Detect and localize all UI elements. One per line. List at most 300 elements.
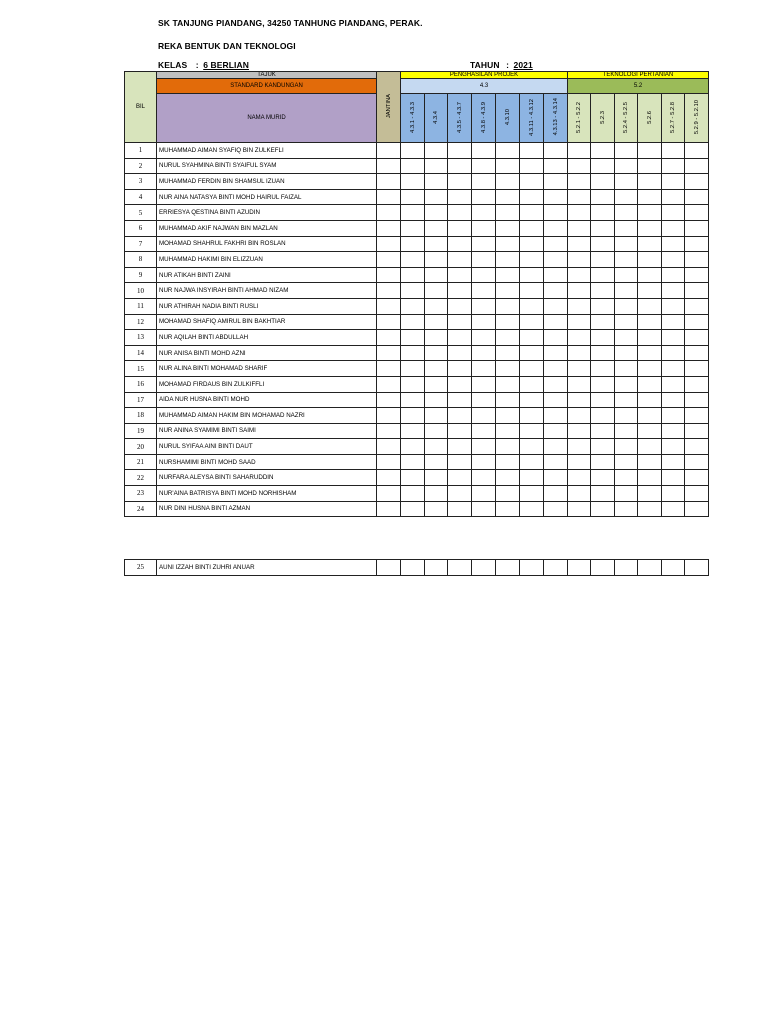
- score-cell[interactable]: [401, 439, 425, 455]
- score-cell[interactable]: [401, 470, 425, 486]
- score-cell[interactable]: [544, 330, 568, 346]
- score-cell[interactable]: [377, 376, 401, 392]
- score-cell[interactable]: [448, 205, 472, 221]
- score-cell[interactable]: [472, 560, 496, 576]
- score-cell[interactable]: [425, 376, 448, 392]
- score-cell[interactable]: [520, 361, 544, 377]
- score-cell[interactable]: [448, 314, 472, 330]
- score-cell[interactable]: [662, 267, 685, 283]
- score-cell[interactable]: [496, 174, 520, 190]
- score-cell[interactable]: [520, 486, 544, 502]
- score-cell[interactable]: [638, 283, 662, 299]
- score-cell[interactable]: [401, 236, 425, 252]
- score-cell[interactable]: [472, 267, 496, 283]
- score-cell[interactable]: [544, 470, 568, 486]
- score-cell[interactable]: [425, 189, 448, 205]
- score-cell[interactable]: [377, 143, 401, 159]
- score-cell[interactable]: [496, 252, 520, 268]
- score-cell[interactable]: [638, 267, 662, 283]
- score-cell[interactable]: [685, 205, 709, 221]
- score-cell[interactable]: [685, 158, 709, 174]
- score-cell[interactable]: [591, 439, 615, 455]
- score-cell[interactable]: [496, 560, 520, 576]
- score-cell[interactable]: [685, 189, 709, 205]
- score-cell[interactable]: [615, 439, 638, 455]
- score-cell[interactable]: [662, 298, 685, 314]
- score-cell[interactable]: [685, 252, 709, 268]
- score-cell[interactable]: [544, 189, 568, 205]
- score-cell[interactable]: [662, 283, 685, 299]
- score-cell[interactable]: [520, 392, 544, 408]
- score-cell[interactable]: [425, 345, 448, 361]
- score-cell[interactable]: [401, 252, 425, 268]
- score-cell[interactable]: [685, 220, 709, 236]
- score-cell[interactable]: [520, 267, 544, 283]
- score-cell[interactable]: [568, 143, 591, 159]
- score-cell[interactable]: [638, 560, 662, 576]
- score-cell[interactable]: [685, 314, 709, 330]
- score-cell[interactable]: [615, 501, 638, 517]
- score-cell[interactable]: [401, 408, 425, 424]
- score-cell[interactable]: [401, 392, 425, 408]
- score-cell[interactable]: [591, 189, 615, 205]
- score-cell[interactable]: [662, 501, 685, 517]
- score-cell[interactable]: [685, 392, 709, 408]
- score-cell[interactable]: [520, 501, 544, 517]
- score-cell[interactable]: [448, 486, 472, 502]
- score-cell[interactable]: [496, 470, 520, 486]
- score-cell[interactable]: [520, 470, 544, 486]
- score-cell[interactable]: [448, 470, 472, 486]
- score-cell[interactable]: [496, 220, 520, 236]
- score-cell[interactable]: [377, 454, 401, 470]
- score-cell[interactable]: [615, 345, 638, 361]
- score-cell[interactable]: [448, 345, 472, 361]
- score-cell[interactable]: [472, 174, 496, 190]
- score-cell[interactable]: [448, 189, 472, 205]
- score-cell[interactable]: [638, 252, 662, 268]
- score-cell[interactable]: [401, 314, 425, 330]
- score-cell[interactable]: [448, 376, 472, 392]
- score-cell[interactable]: [425, 361, 448, 377]
- score-cell[interactable]: [496, 330, 520, 346]
- score-cell[interactable]: [448, 252, 472, 268]
- score-cell[interactable]: [496, 454, 520, 470]
- score-cell[interactable]: [401, 454, 425, 470]
- score-cell[interactable]: [377, 267, 401, 283]
- score-cell[interactable]: [568, 283, 591, 299]
- score-cell[interactable]: [496, 486, 520, 502]
- score-cell[interactable]: [638, 423, 662, 439]
- score-cell[interactable]: [496, 376, 520, 392]
- score-cell[interactable]: [401, 423, 425, 439]
- score-cell[interactable]: [615, 252, 638, 268]
- score-cell[interactable]: [496, 439, 520, 455]
- score-cell[interactable]: [591, 408, 615, 424]
- score-cell[interactable]: [591, 205, 615, 221]
- score-cell[interactable]: [448, 330, 472, 346]
- score-cell[interactable]: [685, 174, 709, 190]
- score-cell[interactable]: [591, 501, 615, 517]
- score-cell[interactable]: [544, 361, 568, 377]
- score-cell[interactable]: [472, 361, 496, 377]
- score-cell[interactable]: [662, 236, 685, 252]
- score-cell[interactable]: [685, 236, 709, 252]
- score-cell[interactable]: [685, 408, 709, 424]
- score-cell[interactable]: [425, 439, 448, 455]
- score-cell[interactable]: [615, 423, 638, 439]
- score-cell[interactable]: [377, 220, 401, 236]
- score-cell[interactable]: [496, 205, 520, 221]
- score-cell[interactable]: [615, 361, 638, 377]
- score-cell[interactable]: [472, 252, 496, 268]
- score-cell[interactable]: [568, 174, 591, 190]
- score-cell[interactable]: [448, 158, 472, 174]
- score-cell[interactable]: [448, 143, 472, 159]
- score-cell[interactable]: [472, 501, 496, 517]
- score-cell[interactable]: [662, 330, 685, 346]
- score-cell[interactable]: [377, 330, 401, 346]
- score-cell[interactable]: [496, 408, 520, 424]
- score-cell[interactable]: [544, 501, 568, 517]
- score-cell[interactable]: [568, 486, 591, 502]
- score-cell[interactable]: [425, 560, 448, 576]
- score-cell[interactable]: [448, 501, 472, 517]
- score-cell[interactable]: [615, 189, 638, 205]
- score-cell[interactable]: [615, 143, 638, 159]
- score-cell[interactable]: [496, 392, 520, 408]
- score-cell[interactable]: [638, 205, 662, 221]
- score-cell[interactable]: [591, 423, 615, 439]
- score-cell[interactable]: [568, 252, 591, 268]
- score-cell[interactable]: [662, 220, 685, 236]
- score-cell[interactable]: [377, 252, 401, 268]
- score-cell[interactable]: [401, 560, 425, 576]
- score-cell[interactable]: [685, 439, 709, 455]
- score-cell[interactable]: [591, 283, 615, 299]
- score-cell[interactable]: [544, 298, 568, 314]
- score-cell[interactable]: [638, 454, 662, 470]
- score-cell[interactable]: [496, 314, 520, 330]
- score-cell[interactable]: [520, 439, 544, 455]
- score-cell[interactable]: [568, 330, 591, 346]
- score-cell[interactable]: [448, 423, 472, 439]
- score-cell[interactable]: [472, 454, 496, 470]
- score-cell[interactable]: [638, 143, 662, 159]
- score-cell[interactable]: [615, 236, 638, 252]
- score-cell[interactable]: [662, 345, 685, 361]
- score-cell[interactable]: [448, 454, 472, 470]
- score-cell[interactable]: [615, 158, 638, 174]
- score-cell[interactable]: [472, 189, 496, 205]
- score-cell[interactable]: [401, 189, 425, 205]
- score-cell[interactable]: [520, 298, 544, 314]
- score-cell[interactable]: [615, 314, 638, 330]
- score-cell[interactable]: [615, 330, 638, 346]
- score-cell[interactable]: [472, 143, 496, 159]
- score-cell[interactable]: [685, 298, 709, 314]
- score-cell[interactable]: [472, 439, 496, 455]
- score-cell[interactable]: [615, 283, 638, 299]
- score-cell[interactable]: [568, 267, 591, 283]
- score-cell[interactable]: [591, 470, 615, 486]
- score-cell[interactable]: [520, 454, 544, 470]
- score-cell[interactable]: [425, 174, 448, 190]
- score-cell[interactable]: [520, 283, 544, 299]
- score-cell[interactable]: [425, 486, 448, 502]
- score-cell[interactable]: [638, 314, 662, 330]
- score-cell[interactable]: [472, 486, 496, 502]
- score-cell[interactable]: [544, 439, 568, 455]
- score-cell[interactable]: [520, 236, 544, 252]
- score-cell[interactable]: [544, 408, 568, 424]
- score-cell[interactable]: [401, 376, 425, 392]
- score-cell[interactable]: [496, 143, 520, 159]
- score-cell[interactable]: [472, 470, 496, 486]
- score-cell[interactable]: [496, 501, 520, 517]
- score-cell[interactable]: [685, 470, 709, 486]
- score-cell[interactable]: [685, 376, 709, 392]
- score-cell[interactable]: [544, 205, 568, 221]
- score-cell[interactable]: [685, 560, 709, 576]
- score-cell[interactable]: [448, 236, 472, 252]
- score-cell[interactable]: [520, 314, 544, 330]
- score-cell[interactable]: [638, 408, 662, 424]
- score-cell[interactable]: [377, 439, 401, 455]
- score-cell[interactable]: [377, 470, 401, 486]
- score-cell[interactable]: [401, 330, 425, 346]
- score-cell[interactable]: [401, 205, 425, 221]
- score-cell[interactable]: [591, 220, 615, 236]
- score-cell[interactable]: [662, 174, 685, 190]
- score-cell[interactable]: [568, 501, 591, 517]
- score-cell[interactable]: [662, 439, 685, 455]
- score-cell[interactable]: [638, 236, 662, 252]
- score-cell[interactable]: [662, 454, 685, 470]
- score-cell[interactable]: [377, 174, 401, 190]
- score-cell[interactable]: [377, 298, 401, 314]
- score-cell[interactable]: [425, 298, 448, 314]
- score-cell[interactable]: [448, 220, 472, 236]
- score-cell[interactable]: [496, 283, 520, 299]
- score-cell[interactable]: [520, 158, 544, 174]
- score-cell[interactable]: [544, 283, 568, 299]
- score-cell[interactable]: [448, 560, 472, 576]
- score-cell[interactable]: [377, 560, 401, 576]
- score-cell[interactable]: [685, 267, 709, 283]
- score-cell[interactable]: [544, 220, 568, 236]
- score-cell[interactable]: [662, 361, 685, 377]
- score-cell[interactable]: [425, 501, 448, 517]
- score-cell[interactable]: [615, 205, 638, 221]
- score-cell[interactable]: [568, 345, 591, 361]
- score-cell[interactable]: [615, 470, 638, 486]
- score-cell[interactable]: [544, 143, 568, 159]
- score-cell[interactable]: [520, 252, 544, 268]
- score-cell[interactable]: [544, 314, 568, 330]
- score-cell[interactable]: [425, 220, 448, 236]
- score-cell[interactable]: [425, 236, 448, 252]
- score-cell[interactable]: [568, 298, 591, 314]
- score-cell[interactable]: [568, 408, 591, 424]
- score-cell[interactable]: [401, 361, 425, 377]
- score-cell[interactable]: [448, 267, 472, 283]
- score-cell[interactable]: [568, 314, 591, 330]
- score-cell[interactable]: [377, 314, 401, 330]
- score-cell[interactable]: [472, 423, 496, 439]
- score-cell[interactable]: [544, 376, 568, 392]
- score-cell[interactable]: [520, 143, 544, 159]
- score-cell[interactable]: [638, 189, 662, 205]
- score-cell[interactable]: [615, 298, 638, 314]
- score-cell[interactable]: [496, 423, 520, 439]
- score-cell[interactable]: [591, 345, 615, 361]
- score-cell[interactable]: [472, 330, 496, 346]
- score-cell[interactable]: [568, 205, 591, 221]
- score-cell[interactable]: [638, 220, 662, 236]
- score-cell[interactable]: [520, 205, 544, 221]
- score-cell[interactable]: [662, 560, 685, 576]
- score-cell[interactable]: [401, 345, 425, 361]
- score-cell[interactable]: [425, 423, 448, 439]
- score-cell[interactable]: [662, 408, 685, 424]
- score-cell[interactable]: [568, 392, 591, 408]
- score-cell[interactable]: [544, 560, 568, 576]
- score-cell[interactable]: [496, 189, 520, 205]
- score-cell[interactable]: [425, 252, 448, 268]
- score-cell[interactable]: [425, 408, 448, 424]
- score-cell[interactable]: [615, 376, 638, 392]
- score-cell[interactable]: [638, 158, 662, 174]
- score-cell[interactable]: [472, 220, 496, 236]
- score-cell[interactable]: [591, 298, 615, 314]
- score-cell[interactable]: [685, 423, 709, 439]
- score-cell[interactable]: [377, 423, 401, 439]
- score-cell[interactable]: [448, 392, 472, 408]
- score-cell[interactable]: [496, 345, 520, 361]
- score-cell[interactable]: [377, 158, 401, 174]
- score-cell[interactable]: [685, 345, 709, 361]
- score-cell[interactable]: [448, 439, 472, 455]
- score-cell[interactable]: [448, 408, 472, 424]
- score-cell[interactable]: [377, 408, 401, 424]
- score-cell[interactable]: [685, 501, 709, 517]
- score-cell[interactable]: [638, 486, 662, 502]
- score-cell[interactable]: [544, 236, 568, 252]
- score-cell[interactable]: [568, 361, 591, 377]
- score-cell[interactable]: [425, 454, 448, 470]
- score-cell[interactable]: [591, 361, 615, 377]
- score-cell[interactable]: [591, 158, 615, 174]
- score-cell[interactable]: [425, 283, 448, 299]
- score-cell[interactable]: [685, 486, 709, 502]
- score-cell[interactable]: [568, 158, 591, 174]
- score-cell[interactable]: [448, 361, 472, 377]
- score-cell[interactable]: [685, 143, 709, 159]
- score-cell[interactable]: [638, 298, 662, 314]
- score-cell[interactable]: [544, 454, 568, 470]
- score-cell[interactable]: [520, 189, 544, 205]
- score-cell[interactable]: [685, 283, 709, 299]
- score-cell[interactable]: [401, 283, 425, 299]
- score-cell[interactable]: [568, 236, 591, 252]
- score-cell[interactable]: [377, 189, 401, 205]
- score-cell[interactable]: [544, 267, 568, 283]
- score-cell[interactable]: [615, 174, 638, 190]
- score-cell[interactable]: [377, 345, 401, 361]
- score-cell[interactable]: [615, 560, 638, 576]
- score-cell[interactable]: [377, 236, 401, 252]
- score-cell[interactable]: [638, 439, 662, 455]
- score-cell[interactable]: [520, 345, 544, 361]
- score-cell[interactable]: [568, 439, 591, 455]
- score-cell[interactable]: [377, 501, 401, 517]
- score-cell[interactable]: [520, 560, 544, 576]
- score-cell[interactable]: [401, 267, 425, 283]
- score-cell[interactable]: [377, 392, 401, 408]
- score-cell[interactable]: [591, 454, 615, 470]
- score-cell[interactable]: [662, 252, 685, 268]
- score-cell[interactable]: [401, 298, 425, 314]
- score-cell[interactable]: [591, 267, 615, 283]
- score-cell[interactable]: [568, 454, 591, 470]
- score-cell[interactable]: [662, 205, 685, 221]
- score-cell[interactable]: [615, 454, 638, 470]
- score-cell[interactable]: [591, 392, 615, 408]
- score-cell[interactable]: [401, 220, 425, 236]
- score-cell[interactable]: [544, 392, 568, 408]
- score-cell[interactable]: [520, 174, 544, 190]
- score-cell[interactable]: [496, 236, 520, 252]
- score-cell[interactable]: [662, 158, 685, 174]
- score-cell[interactable]: [425, 392, 448, 408]
- score-cell[interactable]: [685, 361, 709, 377]
- score-cell[interactable]: [448, 298, 472, 314]
- score-cell[interactable]: [544, 158, 568, 174]
- score-cell[interactable]: [591, 314, 615, 330]
- score-cell[interactable]: [591, 174, 615, 190]
- score-cell[interactable]: [662, 189, 685, 205]
- score-cell[interactable]: [591, 376, 615, 392]
- score-cell[interactable]: [425, 314, 448, 330]
- score-cell[interactable]: [544, 423, 568, 439]
- score-cell[interactable]: [425, 143, 448, 159]
- score-cell[interactable]: [472, 408, 496, 424]
- score-cell[interactable]: [544, 486, 568, 502]
- score-cell[interactable]: [520, 220, 544, 236]
- score-cell[interactable]: [591, 252, 615, 268]
- score-cell[interactable]: [638, 330, 662, 346]
- score-cell[interactable]: [615, 392, 638, 408]
- score-cell[interactable]: [472, 345, 496, 361]
- score-cell[interactable]: [568, 376, 591, 392]
- score-cell[interactable]: [662, 470, 685, 486]
- score-cell[interactable]: [638, 470, 662, 486]
- score-cell[interactable]: [425, 267, 448, 283]
- score-cell[interactable]: [638, 501, 662, 517]
- score-cell[interactable]: [662, 143, 685, 159]
- score-cell[interactable]: [496, 361, 520, 377]
- score-cell[interactable]: [615, 408, 638, 424]
- score-cell[interactable]: [472, 236, 496, 252]
- score-cell[interactable]: [615, 267, 638, 283]
- score-cell[interactable]: [662, 486, 685, 502]
- score-cell[interactable]: [401, 501, 425, 517]
- score-cell[interactable]: [377, 361, 401, 377]
- score-cell[interactable]: [544, 252, 568, 268]
- score-cell[interactable]: [591, 330, 615, 346]
- score-cell[interactable]: [496, 298, 520, 314]
